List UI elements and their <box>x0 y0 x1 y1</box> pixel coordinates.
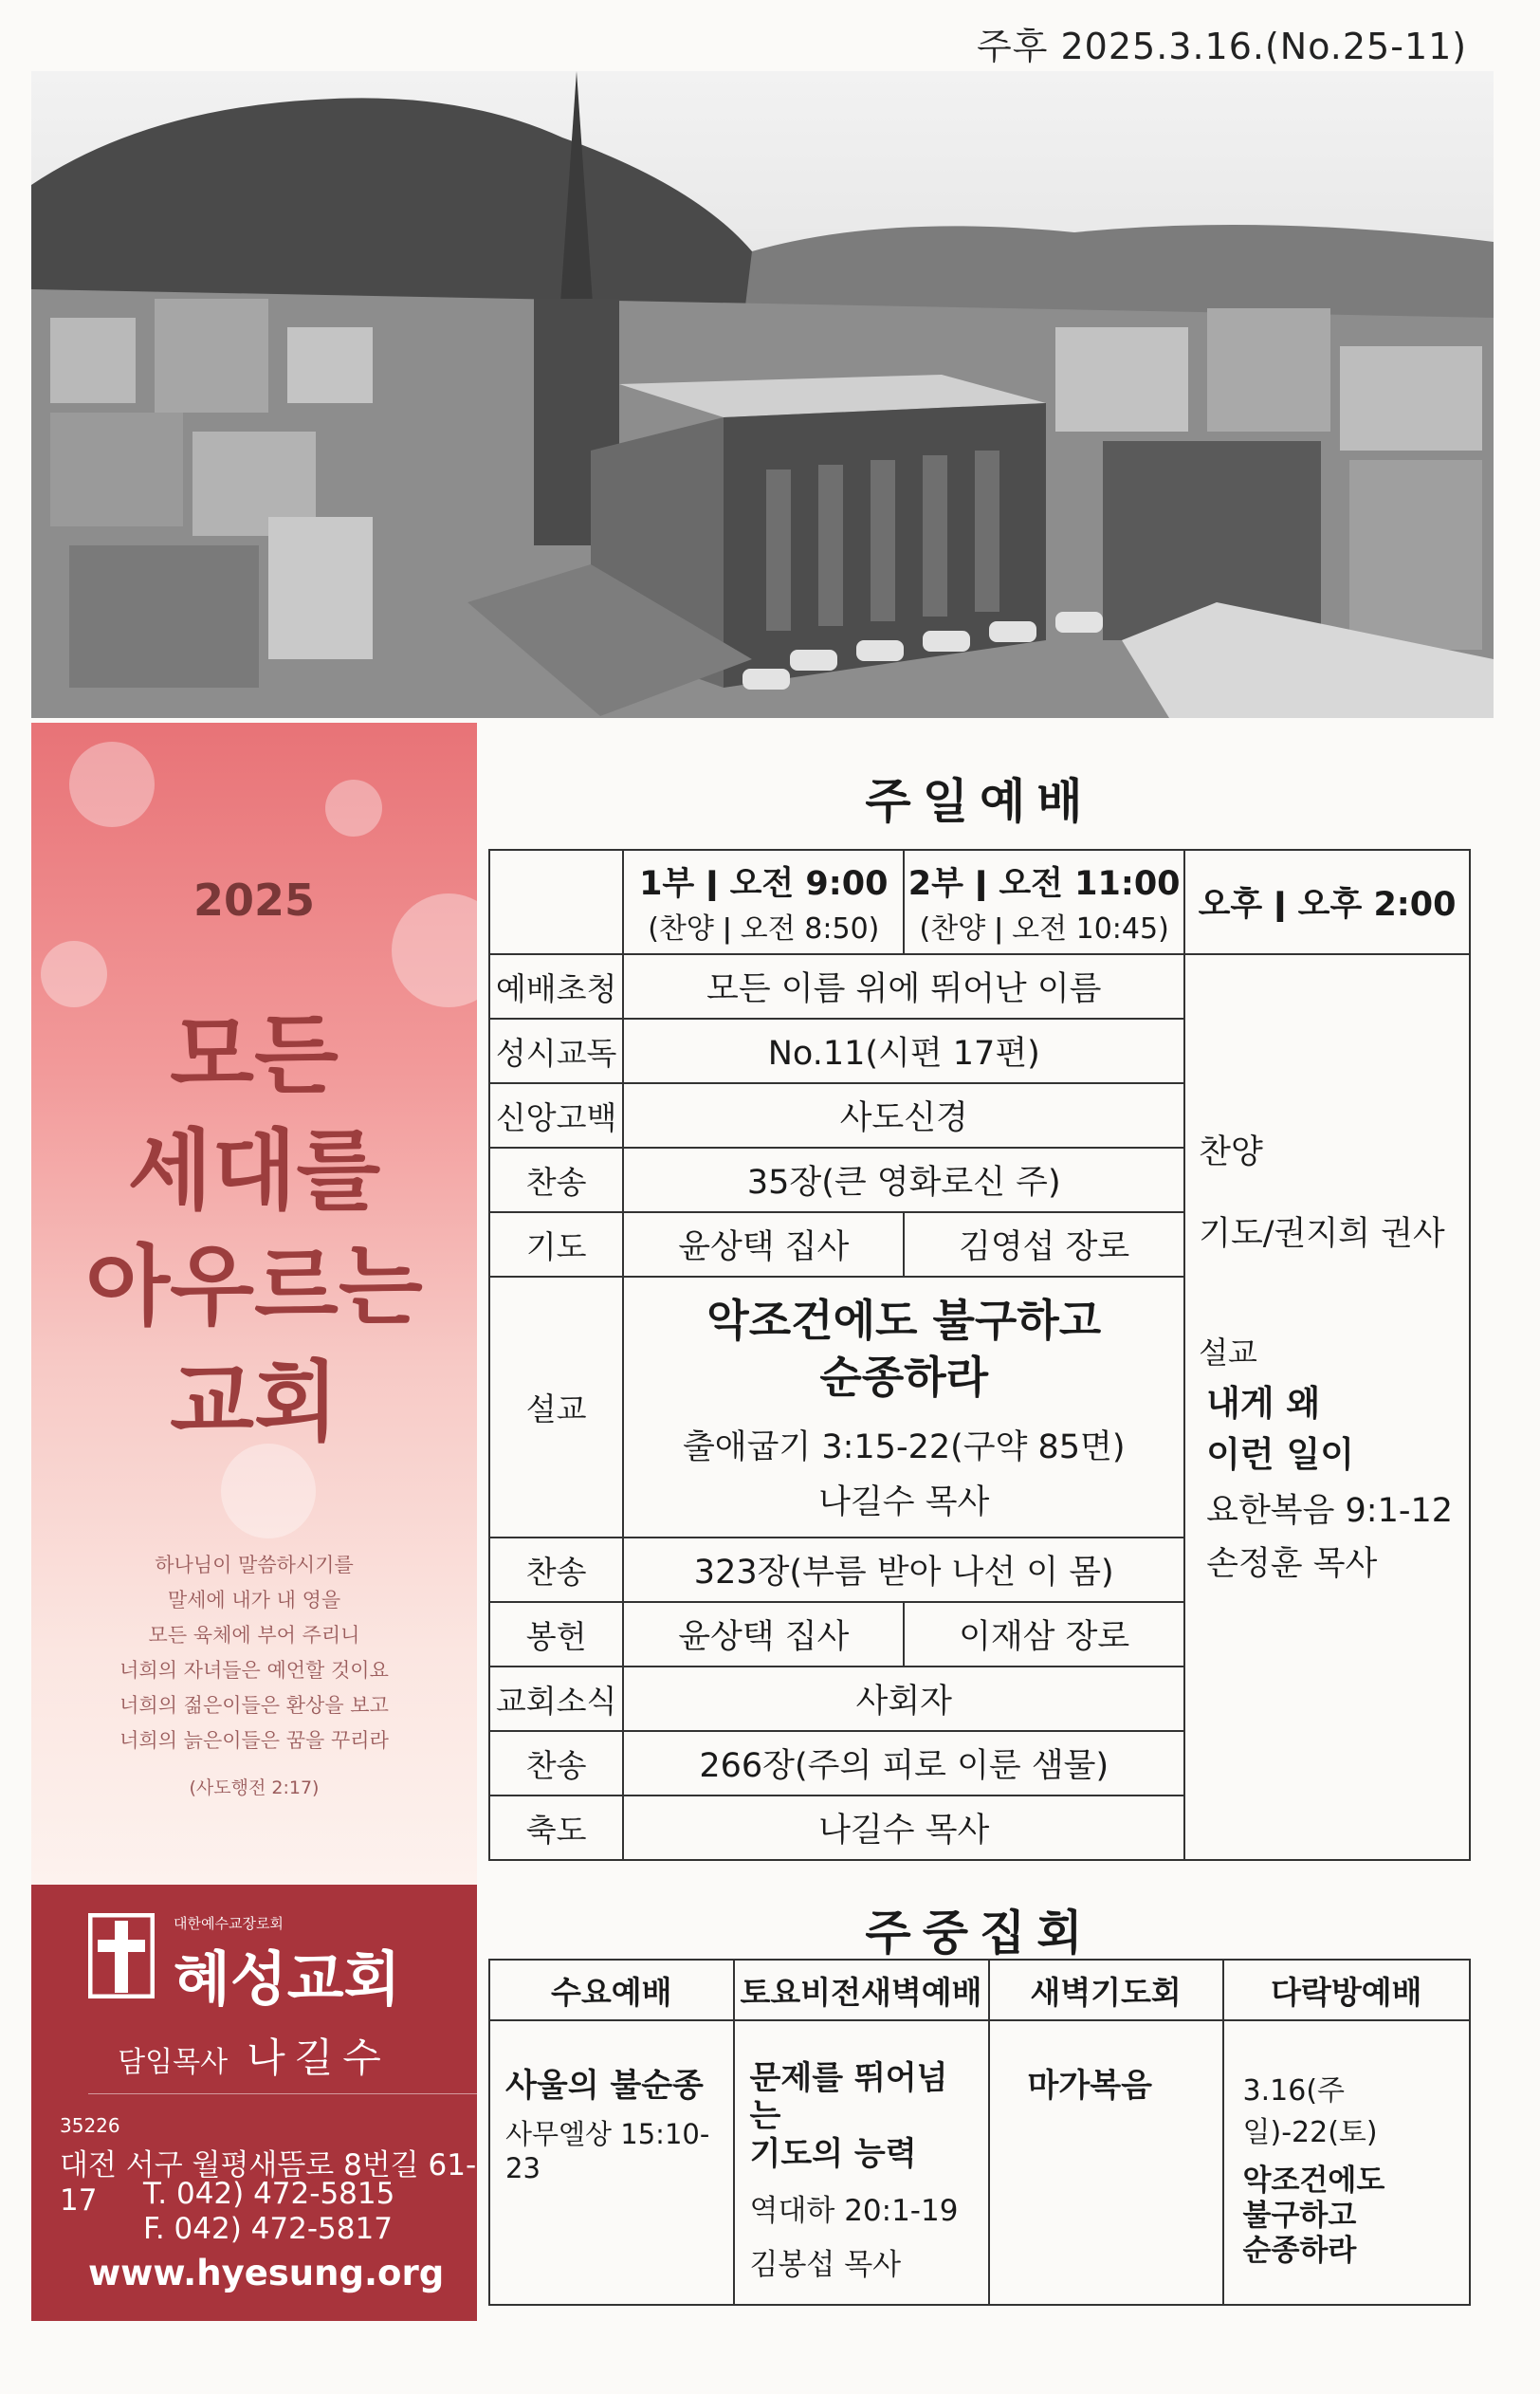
saturday-dawn-cell <box>734 2020 989 2305</box>
bulletin-date: 주후 2025.3.16.(No.25-11) <box>977 26 1468 67</box>
second-service-time: 2부 ǀ 오전 11:00 <box>908 865 1181 903</box>
cell-group-header: 다락방예배 <box>1223 1960 1470 2020</box>
hymn-3: 266장(주의 피로 이룬 샘물) <box>623 1731 1184 1796</box>
row-label: 찬송 <box>489 1731 623 1796</box>
saturday-content <box>735 2021 988 2283</box>
row-label: 찬송 <box>489 1538 623 1602</box>
prayer-first-service: 윤상택 집사 <box>623 1212 904 1277</box>
creed: 사도신경 <box>623 1083 1184 1148</box>
responsive-reading: No.11(시편 17편) <box>623 1019 1184 1083</box>
weekday-meetings-title: 주중집회 <box>865 1906 1094 1961</box>
church-photo <box>31 71 1494 718</box>
row-label: 신앙고백 <box>489 1083 623 1148</box>
afternoon-preacher: 손정훈 목사 <box>1206 1545 1378 1583</box>
church-photo-image <box>31 71 1494 718</box>
website-link[interactable]: www.hyesung.org <box>88 2253 445 2293</box>
weekday-meetings-table <box>488 1959 1471 2306</box>
sermon-title <box>624 1292 1183 1406</box>
hymn-1: 35장(큰 영화로신 주) <box>623 1148 1184 1212</box>
first-service-header <box>623 850 904 954</box>
church-news: 사회자 <box>623 1667 1184 1731</box>
offering-second-service: 이재삼 장로 <box>904 1602 1184 1667</box>
row-label: 봉헌 <box>489 1602 623 1667</box>
verse-line: 너희의 자녀들은 예언할 것이요 <box>119 1659 389 1682</box>
dawn-content <box>990 2021 1222 2106</box>
verse-line: 모든 육체에 부어 주리니 <box>148 1624 360 1647</box>
verse-line: 말세에 내가 내 영을 <box>167 1589 341 1611</box>
slogan-year: 2025 <box>192 875 316 926</box>
saturday-preacher: 김봉섭 목사 <box>749 2248 902 2282</box>
row-label: 교회소식 <box>489 1667 623 1731</box>
pastor-name: 나길수 <box>247 2035 391 2081</box>
pastor-label: 담임목사 <box>118 2046 229 2079</box>
fax: F. 042) 472-5817 <box>143 2212 393 2246</box>
afternoon-service-cell <box>1184 954 1470 1860</box>
saturday-title-line: 문제를 뛰어넘는 <box>749 2059 948 2135</box>
slogan-line: 세대를 <box>127 1120 381 1222</box>
wednesday-title: 사울의 불순종 <box>505 2067 704 2105</box>
row-label: 찬송 <box>489 1148 623 1212</box>
row-label: 성시교독 <box>489 1019 623 1083</box>
church-name: 혜성교회 <box>174 1944 401 2014</box>
afternoon-service-header: 오후 ǀ 오후 2:00 <box>1184 850 1470 954</box>
verse-reference: (사도행전 2:17) <box>189 1777 320 1798</box>
sermon-title-line: 악조건에도 불구하고 <box>706 1294 1102 1346</box>
wednesday-cell <box>489 2020 734 2305</box>
divider <box>88 2093 477 2094</box>
wednesday-header: 수요예배 <box>489 1960 734 2020</box>
hymn-2: 323장(부름 받아 나선 이 몸) <box>623 1538 1184 1602</box>
slogan-line: 아우르는 <box>85 1236 423 1337</box>
row-label: 축도 <box>489 1796 623 1860</box>
dawn-prayer-title: 마가복음 <box>1027 2067 1152 2105</box>
row-label: 기도 <box>489 1212 623 1277</box>
afternoon-sermon-text: 요한복음 9:1-12 <box>1206 1492 1454 1530</box>
bokeh-decoration <box>325 780 382 837</box>
verse-line: 너희의 젊은이들은 환상을 보고 <box>119 1694 389 1717</box>
bible-verse <box>31 1548 477 1759</box>
row-label: 설교 <box>489 1277 623 1538</box>
afternoon-sermon-title-line: 내게 왜 <box>1206 1383 1321 1424</box>
sermon-text: 출애굽기 3:15-22(구약 85면) <box>682 1427 1126 1466</box>
slogan-text <box>31 998 477 1461</box>
sermon-cell <box>623 1277 1184 1538</box>
cell-group-title-line: 악조건에도 <box>1242 2164 1385 2198</box>
cell-group-title-line: 불구하고 <box>1242 2199 1357 2233</box>
cell-group-title <box>1243 2164 1456 2269</box>
cell-group-date: 3.16(주일)-22(토) <box>1242 2074 1378 2149</box>
verse-line: 하나님이 말씀하시기를 <box>155 1554 354 1576</box>
saturday-text: 역대하 20:1-19 <box>749 2194 959 2228</box>
second-service-header <box>904 850 1184 954</box>
sermon-title-line: 순종하라 <box>819 1351 989 1403</box>
address: 대전 서구 월평새뜸로 8번길 61-17 <box>60 2148 477 2218</box>
cell-group-cell <box>1223 2020 1470 2305</box>
afternoon-sermon-label: 설교 <box>1199 1335 1257 1371</box>
afternoon-sermon-title-line: 이런 일이 <box>1206 1434 1354 1475</box>
prayer-second-service: 김영섭 장로 <box>904 1212 1184 1277</box>
church-info-box <box>31 1885 477 2321</box>
bokeh-decoration <box>69 742 155 827</box>
church-logo-icon <box>88 1913 155 1998</box>
verse-line: 너희의 늙은이들은 꿈을 꾸리라 <box>119 1729 389 1752</box>
afternoon-prayer: 기도/권지희 권사 <box>1199 1215 1445 1253</box>
afternoon-praise: 찬양 <box>1199 1133 1263 1171</box>
dawn-prayer-header: 새벽기도회 <box>989 1960 1223 2020</box>
saturday-title-line: 기도의 능력 <box>749 2135 917 2173</box>
sunday-worship-table <box>488 849 1471 1861</box>
sermon-preacher: 나길수 목사 <box>818 1482 990 1521</box>
sunday-worship-title: 주일예배 <box>865 774 1094 829</box>
wednesday-content <box>490 2021 733 2184</box>
pastor-line <box>31 2027 477 2084</box>
slogan-line: 교회 <box>170 1352 339 1453</box>
row-label: 예배초청 <box>489 954 623 1019</box>
benediction: 나길수 목사 <box>623 1796 1184 1860</box>
telephone: T. 042) 472-5815 <box>143 2177 395 2211</box>
header-empty-cell <box>489 850 623 954</box>
postal-code: 35226 <box>60 2114 120 2137</box>
first-service-time: 1부 ǀ 오전 9:00 <box>639 865 889 903</box>
saturday-dawn-header: 토요비전새벽예배 <box>734 1960 989 2020</box>
wednesday-text: 사무엘상 15:10-23 <box>505 2118 710 2184</box>
slogan-panel <box>31 723 477 1885</box>
call-to-worship: 모든 이름 위에 뛰어난 이름 <box>623 954 1184 1019</box>
offering-first-service: 윤상택 집사 <box>623 1602 904 1667</box>
second-service-praise-time: (찬양 ǀ 오전 10:45) <box>919 912 1169 946</box>
denomination: 대한예수교장로회 <box>174 1915 284 1932</box>
saturday-title <box>750 2059 975 2173</box>
first-service-praise-time: (찬양 ǀ 오전 8:50) <box>648 912 880 946</box>
dawn-prayer-cell <box>989 2020 1223 2305</box>
slogan-line: 모든 <box>170 1004 339 1106</box>
cell-group-content <box>1224 2021 1469 2269</box>
afternoon-sermon-title <box>1199 1378 1469 1481</box>
cell-group-title-line: 순종하라 <box>1242 2234 1357 2268</box>
